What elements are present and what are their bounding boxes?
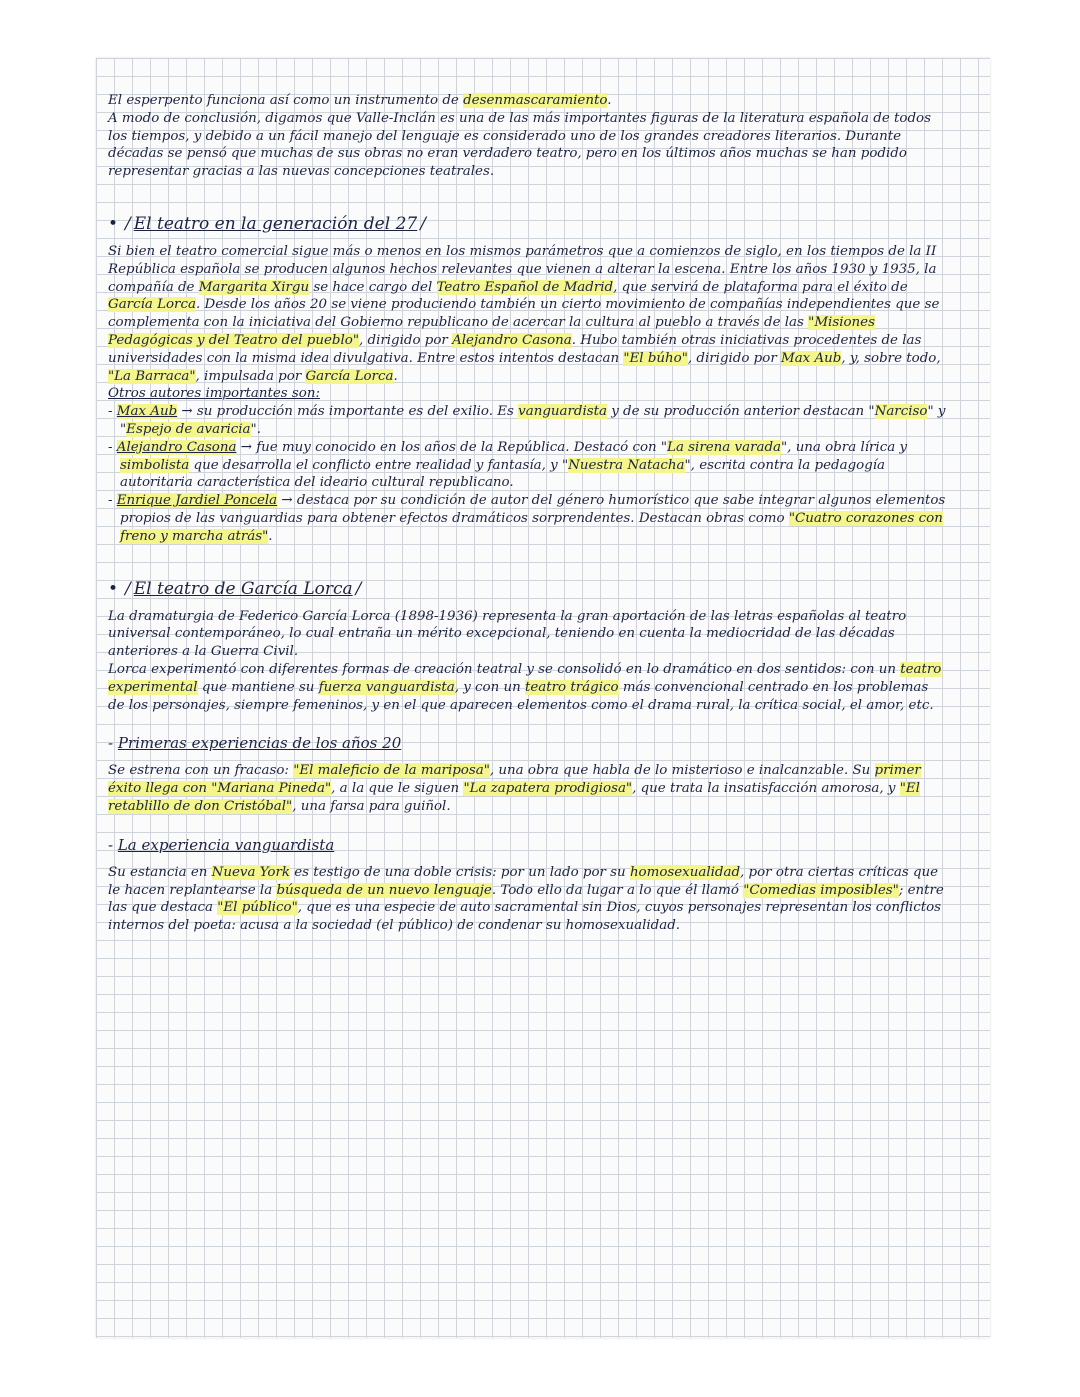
highlight: desenmascaramiento [463,93,608,108]
lorca-paragraph-2: Lorca experimentó con diferentes formas de creación teatral y se consolidó en lo dramático en dos sentidos: con un teatro experimental que mantiene su fuerza vanguardista, y con un teatro trágico más convencional centrado en los problemas de los personajes, siempre femeninos, y en el que aparecen elementos como el drama rural, la crítica social, el amor, etc. [108,661,942,713]
handwritten-notes [108,92,948,935]
intro-conclusion: A modo de conclusión, digamos que Valle-Inclán es una de las más importantes figuras de la literatura española de todos los tiempos, y debido a un fácil manejo del lenguaje es considerado uno de los grandes creadores literarios. Durante décadas se pensó que muchas de sus obras no eran verdadero teatro, pero en los últimos años muchas se han podido representar gracias a las nuevas concepciones teatrales. [108,110,931,180]
other-authors-intro: Otros autores importantes son: [108,386,320,402]
author-item-max-aub: - Max Aub → su producción más importante es del exilio. Es vanguardista y de su producción anterior destacan "Narciso" y "Espejo de avaricia". [108,404,946,437]
lorca-paragraph-1: La dramaturgia de Federico García Lorca (1898-1936) representa la gran aportación de las letras españolas al teatro universal contemporáneo, lo cual entraña un mérito excepcional, teniendo en cuenta la mediocridad de las décadas anteriores a la Guerra Civil. [108,608,907,660]
avant-garde-paragraph: Su estancia en Nueva York es testigo de una doble crisis: por un lado por su homosexualidad, por otra ciertas críticas que le hacen replantearse la búsqueda de un nuevo lenguaje. Todo ello da lugar a lo que él llamó "Comedias imposibles"; entre las que destaca "El público", que es una especie de auto sacramental sin Dios, cuyos personajes representan los conflictos internos del poeta: acusa a la sociedad (el público) de condenar su homosexualidad. [108,864,944,934]
subheading-early-experiences: - Primeras experiencias de los años 20 [108,734,402,753]
subheading-avant-garde: - La experiencia vanguardista [108,835,335,854]
bullet-icon: • [108,578,119,599]
generation-27-paragraph: Si bien el teatro comercial sigue más o menos en los mismos parámetros que a comienzos de siglo, en los tiempos de la II República española se producen algunos hechos relevantes que vienen a alterar la escena. Entre los años 1930 y 1935, la compañía de Margarita Xirgu se hace cargo del Teatro Español de Madrid, que servirá de plataforma para el éxito de García Lorca. Desde los años 20 se viene produciendo también un cierto movimiento de compañías independientes que se complementa con la iniciativa del Gobierno republicano de acercar la cultura al pueblo a través de las "Misiones Pedagógicas y del Teatro del pueblo", dirigido por Alejandro Casona. Hubo también otras iniciativas procedentes de las universidades con la misma idea divulgativa. Entre estos intentos destacan "El búho", dirigido por Max Aub, y, sobre todo, "La Barraca", impulsada por García Lorca. [108,243,941,384]
intro-line: El esperpento funciona así como un instrumento de desenmascaramiento. [108,93,612,108]
section-heading-garcia-lorca: • / El teatro de García Lorca / [108,578,362,599]
author-item-jardiel-poncela: - Enrique Jardiel Poncela → destaca por su condición de autor del género humorístico que sabe integrar algunos elementos propios de las vanguardias para obtener efectos dramáticos sorprendentes. Destacan obras como "Cuatro corazones con freno y marcha atrás". [108,493,946,544]
author-item-alejandro-casona: - Alejandro Casona → fue muy conocido en los años de la República. Destacó con "La sirena varada", una obra lírica y simbolista que desarrolla el conflicto entre realidad y fantasía, y "Nuestra Natacha", escrita contra la pedagogía autoritaria característica del ideario cultural republicano. [108,439,908,491]
section-heading-generation-27: • / El teatro en la generación del 27 / [108,213,426,234]
bullet-icon: • [108,213,119,234]
early-experiences-paragraph: Se estrena con un fracaso: "El maleficio de la mariposa", una obra que habla de lo misterioso e inalcanzable. Su primer éxito llega con "Mariana Pineda", a la que le siguen "La zapatera prodigiosa", que trata la insatisfacción amorosa, y "El retablillo de don Cristóbal", una farsa para guiñol. [108,763,921,814]
